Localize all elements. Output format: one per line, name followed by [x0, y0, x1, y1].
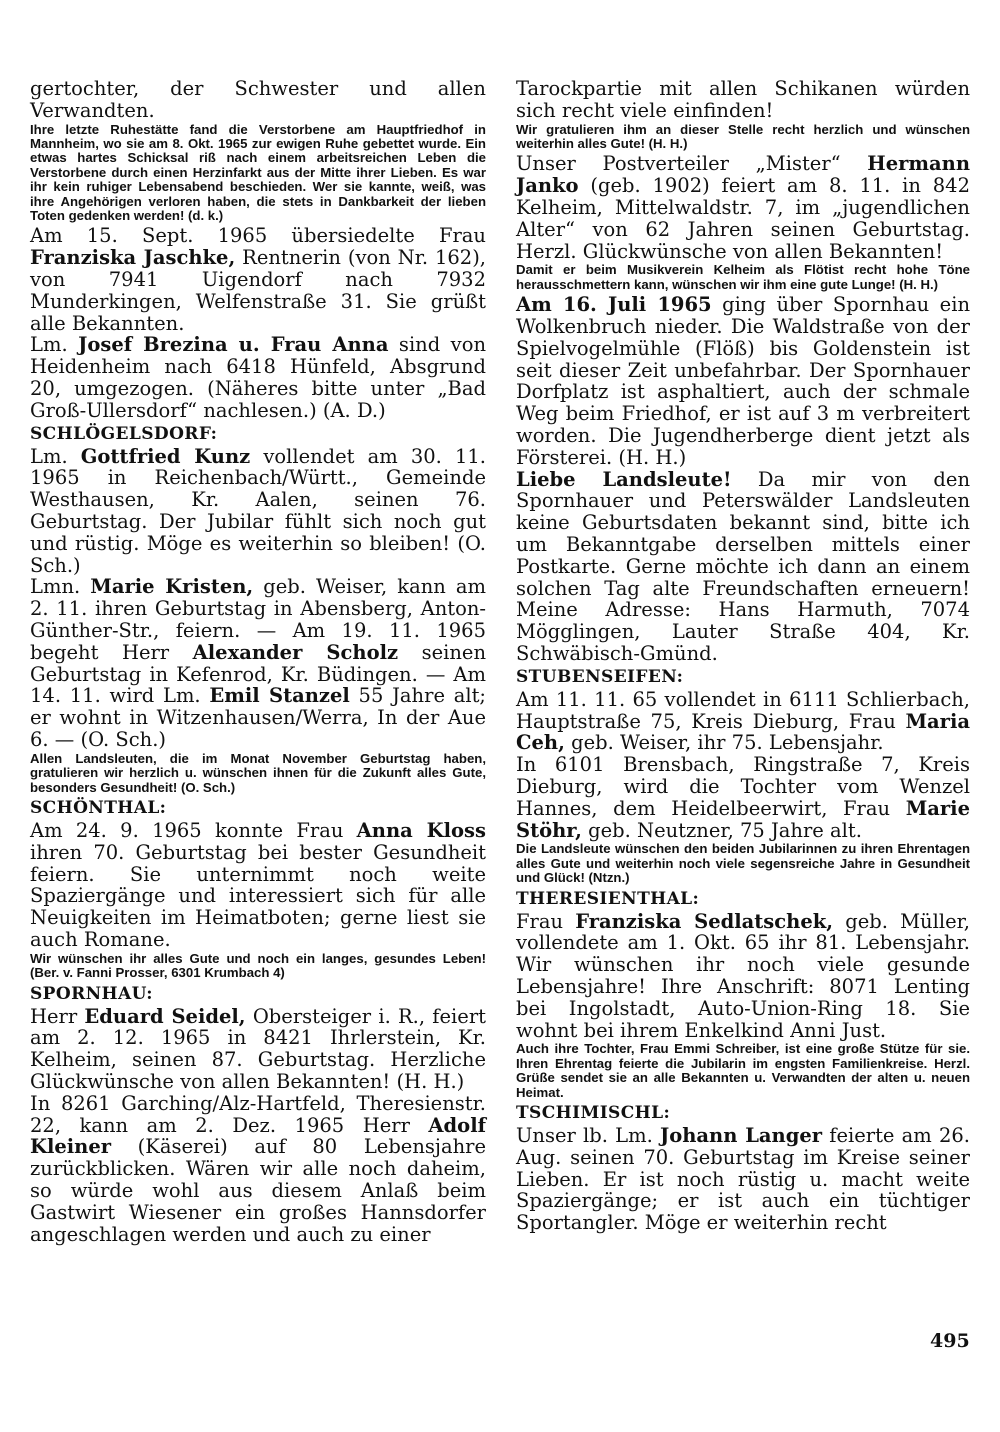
paragraph	[30, 1006, 486, 1093]
paragraph: Tarockpartie mit allen Schikanen würden sich recht viele einfinden!	[516, 77, 970, 122]
bold-name: Franziska Jaschke,	[30, 246, 236, 270]
text-run: Lmn.	[30, 575, 91, 599]
bold-name: Marie Kristen,	[90, 575, 254, 599]
text-run: geb. Weiser, ihr 75. Lebensjahr.	[564, 731, 884, 755]
small-note: Wir gratulieren ihm an dieser Stelle recht herzlich und wünschen weiterhin alles Gute! (H. H.)	[516, 121, 970, 151]
paragraph	[516, 153, 970, 262]
section-heading: TSCHIMISCHL:	[516, 1102, 671, 1123]
paragraph	[30, 576, 486, 750]
text-run: 55 Jahre alt; er wohnt in Witzenhausen/Werra, In der Aue 6. — (O. Sch.)	[30, 684, 486, 751]
text-run: vollendet am 30. 11. 1965 in Reichenbach/Württ., Gemeinde Westhausen, Kr. Aalen, seinen 76. Geburtstag. Der Jubilar fühlt sich noch gut und rüstig. Möge es weiterhin so bleiben! (O. Sch.)	[30, 444, 487, 577]
bold-name: Maria Ceh,	[516, 709, 970, 755]
bold-name: Liebe Landsleute!	[516, 467, 732, 491]
text-run: In 8261 Garching/Alz-Hartfeld, Theresienstr. 22, kann am 2. Dez. 1965 Herr	[30, 1091, 486, 1137]
paragraph	[516, 911, 970, 1042]
text-run: Am 24. 9. 1965 konnte Frau	[30, 818, 357, 842]
paragraph	[30, 820, 486, 951]
bold-name: Josef Brezina u. Frau Anna	[78, 333, 389, 357]
section-heading: SCHÖNTHAL:	[30, 797, 167, 818]
bold-name: Franziska Sedlatschek,	[575, 909, 834, 933]
text-run: Am 11. 11. 65 vollendet in 6111 Schlierbach, Hauptstraße 75, Kreis Dieburg, Frau	[516, 687, 970, 733]
small-note: Auch ihre Tochter, Frau Emmi Schreiber, ist eine große Stütze für sie. Ihren Ehrentag feierte die Jubilarin im engsten Familienkreise. Herzl. Grüße sendet sie an alle Bekannten u. Verwandten der alten u. neuen Heimat.	[516, 1041, 970, 1100]
text-run: ging über Spornhau ein Wolkenbruch nieder. Die Waldstraße von der Spielvogelmühle (Flöß) bis Goldenstein ist seit dieser Zeit unbefahrbar. Der Spornhauer Dorfplatz ist asphaltiert, auch der schmale Weg beim Friedhof, er ist auf 3 m verbreitert worden. Die Jugendherberge dient jetzt als Försterei. (H. H.)	[516, 293, 971, 469]
small-note: Ihre letzte Ruhestätte fand die Verstorbene am Hauptfriedhof in Mannheim, wo sie am 8. Okt. 1965 zur ewigen Ruhe gebettet wurde. Ein etwas hartes Schicksal riß nach einem arbeitsreichen Leben die Verstorbene durch einen Herzinfarkt aus der Mitte ihrer Lieben. Es war ihr kein ruhiger Lebensabend beschieden. Wer sie kannte, weiß, was ihre Angehörigen verloren haben, die stets in Dankbarkeit der lieben Toten gedenken werden! (d. k.)	[30, 121, 486, 224]
text-run: ihren 70. Geburtstag bei bester Gesundheit feiern. Sie unternimmt noch weite Spaziergänge und interessiert sich für alle Neuigkeiten im Heimatboten; gerne liest sie auch Romane.	[30, 840, 486, 951]
paragraph	[516, 754, 970, 841]
text-run: (geb. 1902) feiert am 8. 11. in 842 Kelheim, Mittelwaldstr. 7, im „jugendlichen Alter“ von 62 Jahren seinen Geburtstag. Herzl. Glückwünsche von allen Bekannten!	[516, 174, 970, 263]
bold-name: Adolf Kleiner	[30, 1113, 486, 1159]
bold-name: Emil Stanzel	[209, 684, 350, 708]
section-heading: SCHLÖGELSDORF:	[30, 423, 218, 444]
text-run: Lm.	[30, 444, 81, 468]
paragraph	[516, 294, 970, 468]
page-number: 495	[930, 1330, 970, 1352]
text-run: geb. Müller, vollendete am 1. Okt. 65 ihr 81. Lebensjahr. Wir wünschen ihr noch viele gesunde Lebensjahre! Ihre Anschrift: 8071 Lenting bei Ingolstadt, Auto-Union-Ring 18. Sie wohnt bei ihrem Enkelkind Anni Just.	[516, 909, 970, 1042]
text-run: (Käserei) auf 80 Lebensjahre zurückblicken. Wären wir alle noch daheim, so würde wohl aus diesem Anlaß beim Gastwirt Wiesener ein großes Hannsdorfer angeschlagen werden und auch zu einer	[30, 1135, 486, 1246]
paragraph	[30, 1093, 486, 1246]
section-heading: THERESIENTHAL:	[516, 888, 700, 909]
paragraph: gertochter, der Schwester und allen Verwandten.	[30, 77, 486, 122]
left-column	[30, 78, 486, 1245]
section-heading: STUBENSEIFEN:	[516, 666, 684, 687]
text-run: geb. Neutzner, 75 Jahre alt.	[581, 818, 862, 842]
paragraph	[516, 1125, 970, 1234]
section-heading: SPORNHAU:	[30, 983, 153, 1004]
text-run: Obersteiger i. R., feiert am 2. 12. 1965 in 8421 Ihrlerstein, Kr. Kelheim, seinen 87. Geburtstag. Herzliche Glückwünsche von allen Bekannten! (H. H.)	[30, 1004, 486, 1093]
text-run: seinen Geburtstag in Kefenrod, Kr. Büdingen. — Am 14. 11. wird Lm.	[30, 640, 487, 708]
text-run: sind von Heidenheim nach 6418 Hünfeld, Absgrund 20, umgezogen. (Näheres bitte unter „Bad Groß-Ullersdorf“ nachlesen.) (A. D.)	[30, 333, 486, 422]
paragraph	[516, 689, 970, 754]
text-run: In 6101 Brensbach, Ringstraße 7, Kreis Dieburg, wird die Tochter vom Wenzel Hannes, dem Heidelbeerwirt, Frau	[516, 753, 970, 820]
text-run: Am 15. Sept. 1965 übersiedelte Frau	[30, 224, 486, 248]
text-run: geb. Weiser, kann am 2. 11. ihren Geburtstag in Abensberg, Anton-Günther-Str., feiern. — Am 19. 11. 1965 begeht Herr	[30, 575, 486, 664]
bold-name: Gottfried Kunz	[80, 444, 251, 468]
small-note: Die Landsleute wünschen den beiden Jubilarinnen zu ihren Ehrentagen alles Gute und weiterhin noch viele segensreiche Jahre in Gesundheit und Glück! (Ntzn.)	[516, 841, 970, 886]
bold-name: Eduard Seidel,	[84, 1004, 246, 1028]
text-run: Unser Postverteiler „Mister“	[516, 152, 868, 176]
bold-name: Anna Kloss	[356, 818, 486, 842]
text-run: Da mir von den Spornhauer und Peterswälder Landsleuten keine Geburtsdaten bekannt sind, bitte ich um Bekanntgabe derselben mittels einer Postkarte. Gerne möchte ich dann an einem solchen Tag alte Freundschaften erneuern! Meine Adresse: Hans Harmuth, 7074 Mögglingen, Lauter Straße 404, Kr. Schwäbisch-Gmünd.	[516, 467, 971, 665]
bold-name: Alexander Scholz	[192, 640, 399, 664]
text-run: Herr	[30, 1004, 85, 1028]
right-column	[516, 78, 970, 1234]
paragraph	[516, 469, 970, 665]
text-run: Lm.	[30, 333, 79, 357]
paragraph	[30, 225, 486, 334]
bold-name: Am 16. Juli 1965	[516, 293, 712, 317]
paragraph	[30, 446, 486, 577]
small-note: Wir wünschen ihr alles Gute und noch ein langes, gesundes Leben! (Ber. v. Fanni Prosser, 6301 Krumbach 4)	[30, 950, 486, 981]
text-run: Rentnerin (von Nr. 162), von 7941 Uigendorf nach 7932 Munderkingen, Welfenstraße 31. Sie grüßt alle Bekannten.	[30, 246, 486, 335]
bold-name: Hermann Janko	[516, 152, 970, 198]
bold-name: Johann Langer	[660, 1123, 823, 1147]
text-run: Frau	[516, 909, 576, 933]
bold-name: Marie Stöhr,	[516, 796, 970, 842]
text-run: feierte am 26. Aug. seinen 70. Geburtstag im Kreise seiner Lieben. Er ist noch rüstig u. macht weite Spaziergänge; er ist auch ein tüchtiger Sportangler. Möge er weiterhin recht	[516, 1123, 970, 1235]
small-note: Damit er beim Musikverein Kelheim als Flötist recht hohe Töne herausschmettern kann, wünschen wir ihm eine gute Lunge! (H. H.)	[516, 262, 970, 292]
text-run: Unser lb. Lm.	[516, 1123, 661, 1147]
paragraph	[30, 334, 486, 421]
small-note: Allen Landsleuten, die im Monat November Geburtstag haben, gratulieren wir herzlich u. wünschen ihnen für die Zukunft alles Gute, besonders Gesundheit! (O. Sch.)	[30, 750, 486, 795]
